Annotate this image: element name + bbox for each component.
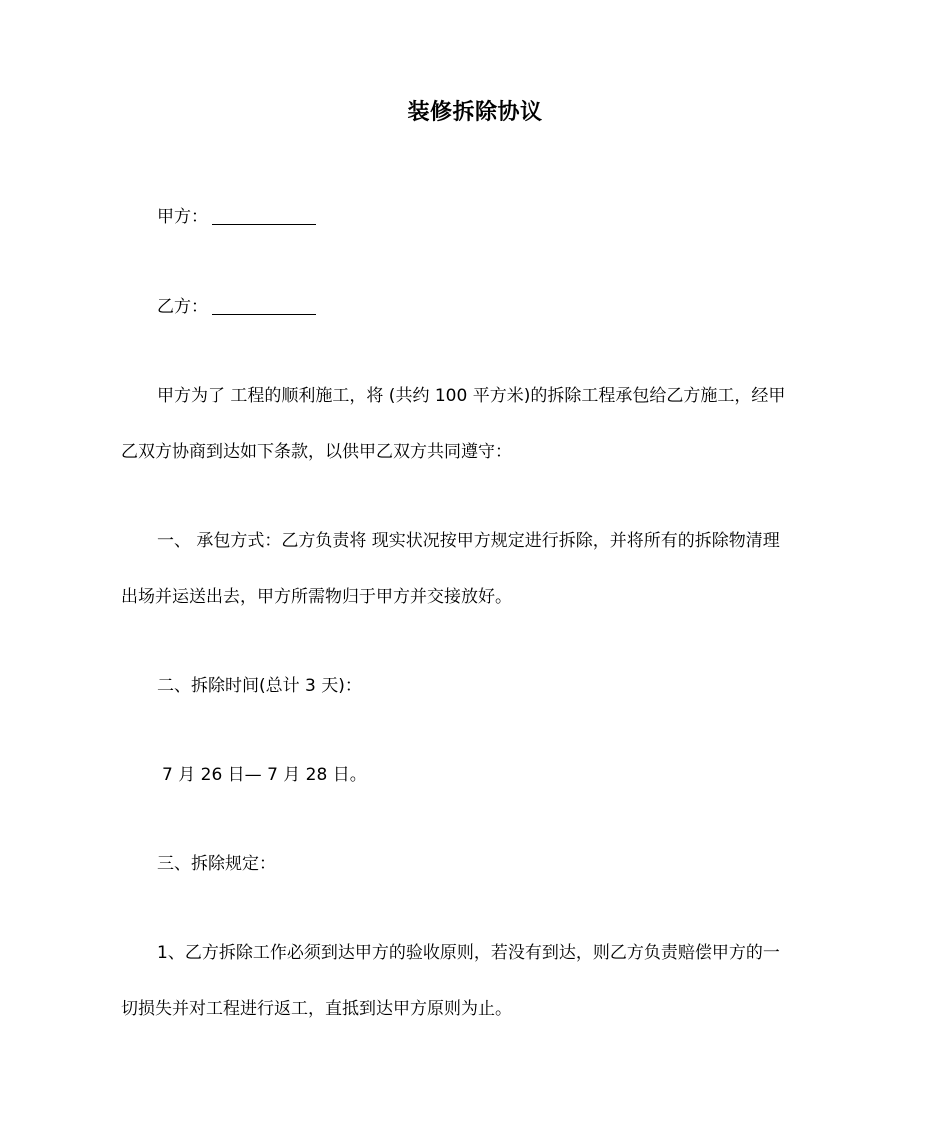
party-b-line xyxy=(157,294,833,320)
section3-heading: 三、拆除规定： xyxy=(157,854,276,874)
item1-line-2: 切损失并对工程进行返工，直抵到达甲方原则为止。 xyxy=(121,999,512,1019)
intro-line-2: 乙双方协商到达如下条款，以供甲乙双方共同遵守： xyxy=(121,442,512,462)
party-a-label: 甲方： xyxy=(157,207,208,227)
party-a-blank xyxy=(212,206,316,225)
document-title: 装修拆除协议 xyxy=(407,100,543,125)
party-b-label: 乙方： xyxy=(157,297,208,317)
item1-line-1: 1、乙方拆除工作必须到达甲方的验收原则，若没有到达，则乙方负责赔偿甲方的一 xyxy=(157,943,780,963)
intro-line-1: 甲方为了 工程的顺利施工，将 (共约 100 平方米)的拆除工程承包给乙方施工，经甲 xyxy=(157,386,786,406)
section2-dates: 7 月 26 日— 7 月 28 日。 xyxy=(162,765,367,785)
section1-line-1: 一、 承包方式：乙方负责将 现实状况按甲方规定进行拆除，并将所有的拆除物清理 xyxy=(157,531,780,551)
section1-line-2: 出场并运送出去，甲方所需物归于甲方并交接放好。 xyxy=(121,587,512,607)
party-b-blank xyxy=(212,296,316,315)
section2-heading: 二、拆除时间(总计 3 天)： xyxy=(157,676,362,696)
party-a-line xyxy=(157,204,833,230)
